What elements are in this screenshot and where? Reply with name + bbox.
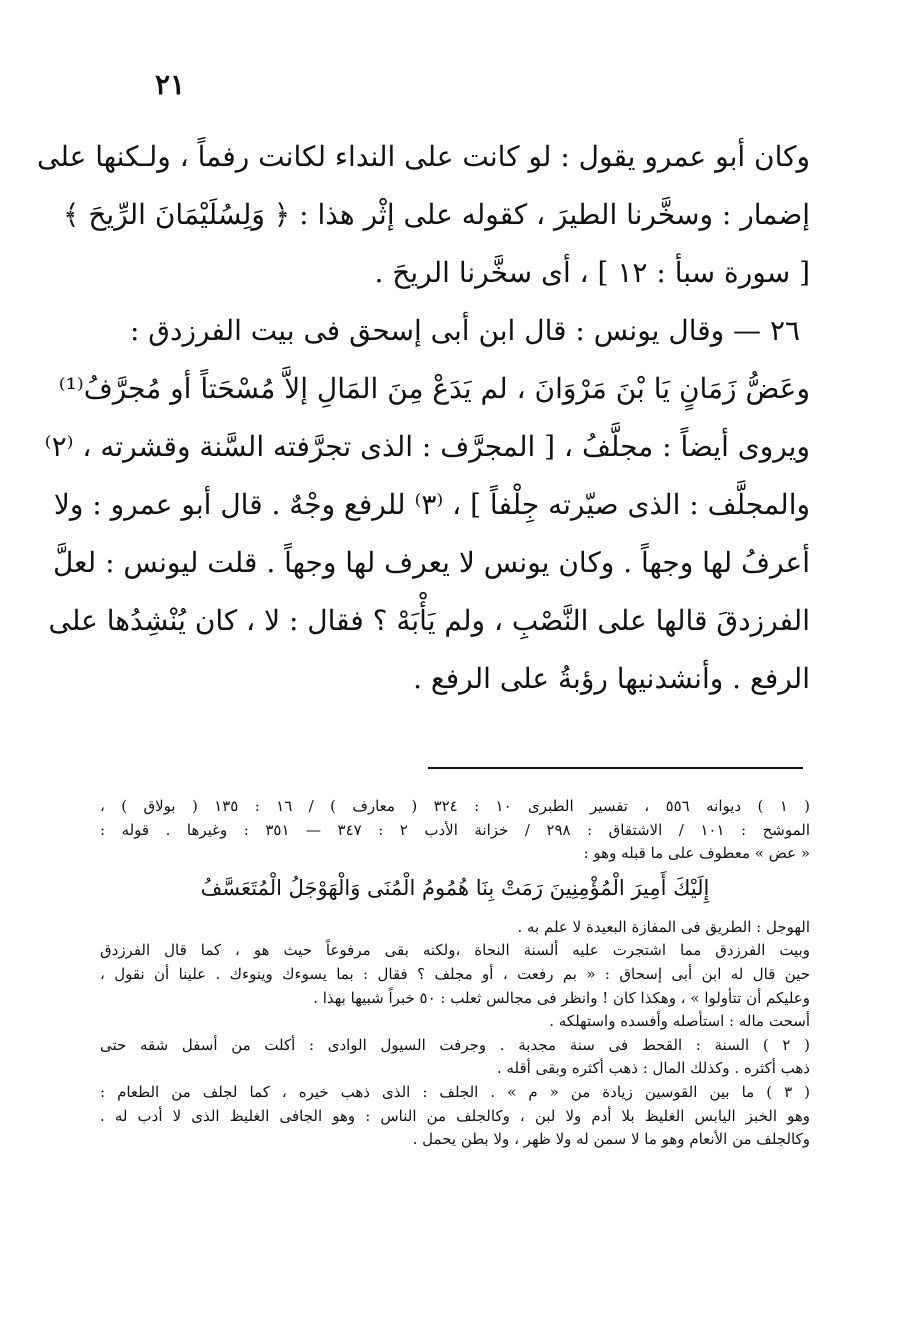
footnote-divider	[428, 767, 803, 769]
page-number: ٢١	[154, 68, 186, 101]
text-line: الرفع . وأنشدنيها رؤبةُ على الرفع .	[413, 662, 810, 695]
footnote-line: أسحت ماله : استأصله وأفسده واستهلكه .	[549, 1012, 810, 1031]
section-heading: ٢٦ — وقال يونس : قال ابن أبى إسحق فى بيت الفرزدق :	[129, 314, 801, 347]
footnote-line: حين قال له ابن أبى إسحاق : « بم رفعت ، أو مجلف ؟ فقال : بما يسوءك وينوءك . علينا أن نقول ،	[100, 964, 810, 983]
footnote-line: ( ٢ ) السنة : القحط فى سنة مجدبة . وجرفت السيول الوادى : أكلت من أسفل شقه حتى	[100, 1035, 810, 1054]
text-line: أعرفُ لها وجهاً . وكان يونس لا يعرف لها وجهاً . قلت ليونس : لعلَّ	[52, 546, 810, 579]
footnote-verse: إِلَيْكَ أَمِيرَ الْمُؤْمِنِينَ رَمَتْ بِنَا هُمُومُ الْمُنَى وَالْهَوْجَلُ الْمُتَعَسَّفُ	[200, 875, 710, 900]
footnote-line: وبيت الفرزدق مما اشتجرت عليه ألسنة النحاة ،ولكنه بقى مرفوعاً حيث هو ، كما قال الفرزدق	[100, 941, 810, 960]
footnote-line: الموشح : ١٠١ / الاشتقاق : ٢٩٨ / خزانة الأدب ٢ : ٣٤٧ — ٣٥١ : وغيرها . قوله :	[100, 820, 810, 839]
text-line: الفرزدقَ قالها على النَّصْبِ ، ولم يَأْبَهْ ؟ فقال : لا ، كان يُنْشِدُها على	[48, 604, 810, 637]
text-line: إضمار : وسخَّرنا الطيرَ ، كقوله على إثْر هذا : ﴿ وَلِسُلَيْمَانَ الرِّيحَ ﴾	[63, 198, 810, 231]
footnote-line: الهوجل : الطريق فى المفازة البعيدة لا علم به .	[517, 917, 810, 936]
footnote-line: « عض » معطوف على ما قبله وهو :	[583, 844, 810, 863]
footnote-line: ( ٣ ) ما بين القوسين زيادة من « م » . الجلف : الذى ذهب خيره ، كما لجلف من الطعام :	[100, 1082, 810, 1101]
text-line: والمجلَّف : الذى صيّرته جِلْفاً ] ، ⁽٣⁾ للرفع وجْهٌ . قال أبو عمرو : ولا	[53, 488, 810, 521]
verse-line: وعَضُّ زَمَانٍ يَا بْنَ مَرْوَانَ ، لم يَدَعْ مِنَ المَالِ إلاَّ مُسْحَتاً أو مُجرَّفُ⁽¹⁾	[58, 372, 810, 405]
main-text	[36, 138, 810, 718]
text-line: [ سورة سبأ : ١٢ ] ، أى سخَّرنا الريحَ .	[374, 256, 810, 289]
footnote-line: وهو الخبز اليابس الغليظ بلا أدم ولا لبن ، وكالجلف من الناس : وهو الجافى الغليظ الذى لا أدب له .	[100, 1106, 810, 1125]
text-line: وكان أبو عمرو يقول : لو كانت على النداء لكانت رفماً ، ولـكنها على	[36, 140, 810, 173]
footnote-line: وكالجلف من الأنعام وهو ما لا سمن له ولا ظهر ، ولا بطن يحمل .	[412, 1130, 810, 1149]
footnote-line: ( ١ ) ديوانه ٥٥٦ ، تفسير الطبرى ١٠ : ٣٢٤ ( معارف ) / ١٦ : ١٣٥ ( بولاق ) ،	[100, 797, 811, 815]
footnote-line: ذهب أكثره . وكذلك المال : ذهب أكثره وبقى أقله .	[496, 1059, 810, 1078]
text-line: ويروى أيضاً : مجلَّفُ ، [ المجرَّف : الذى تجرَّفته السَّنة وقشرته ، ⁽٢⁾	[44, 430, 810, 463]
footnotes	[100, 796, 810, 1153]
footnote-line: وعليكم أن تتأولوا » ، وهكذا كان ! وانظر فى مجالس ثعلب : ٥٠ خبراً شبيها بهذا .	[313, 988, 810, 1007]
